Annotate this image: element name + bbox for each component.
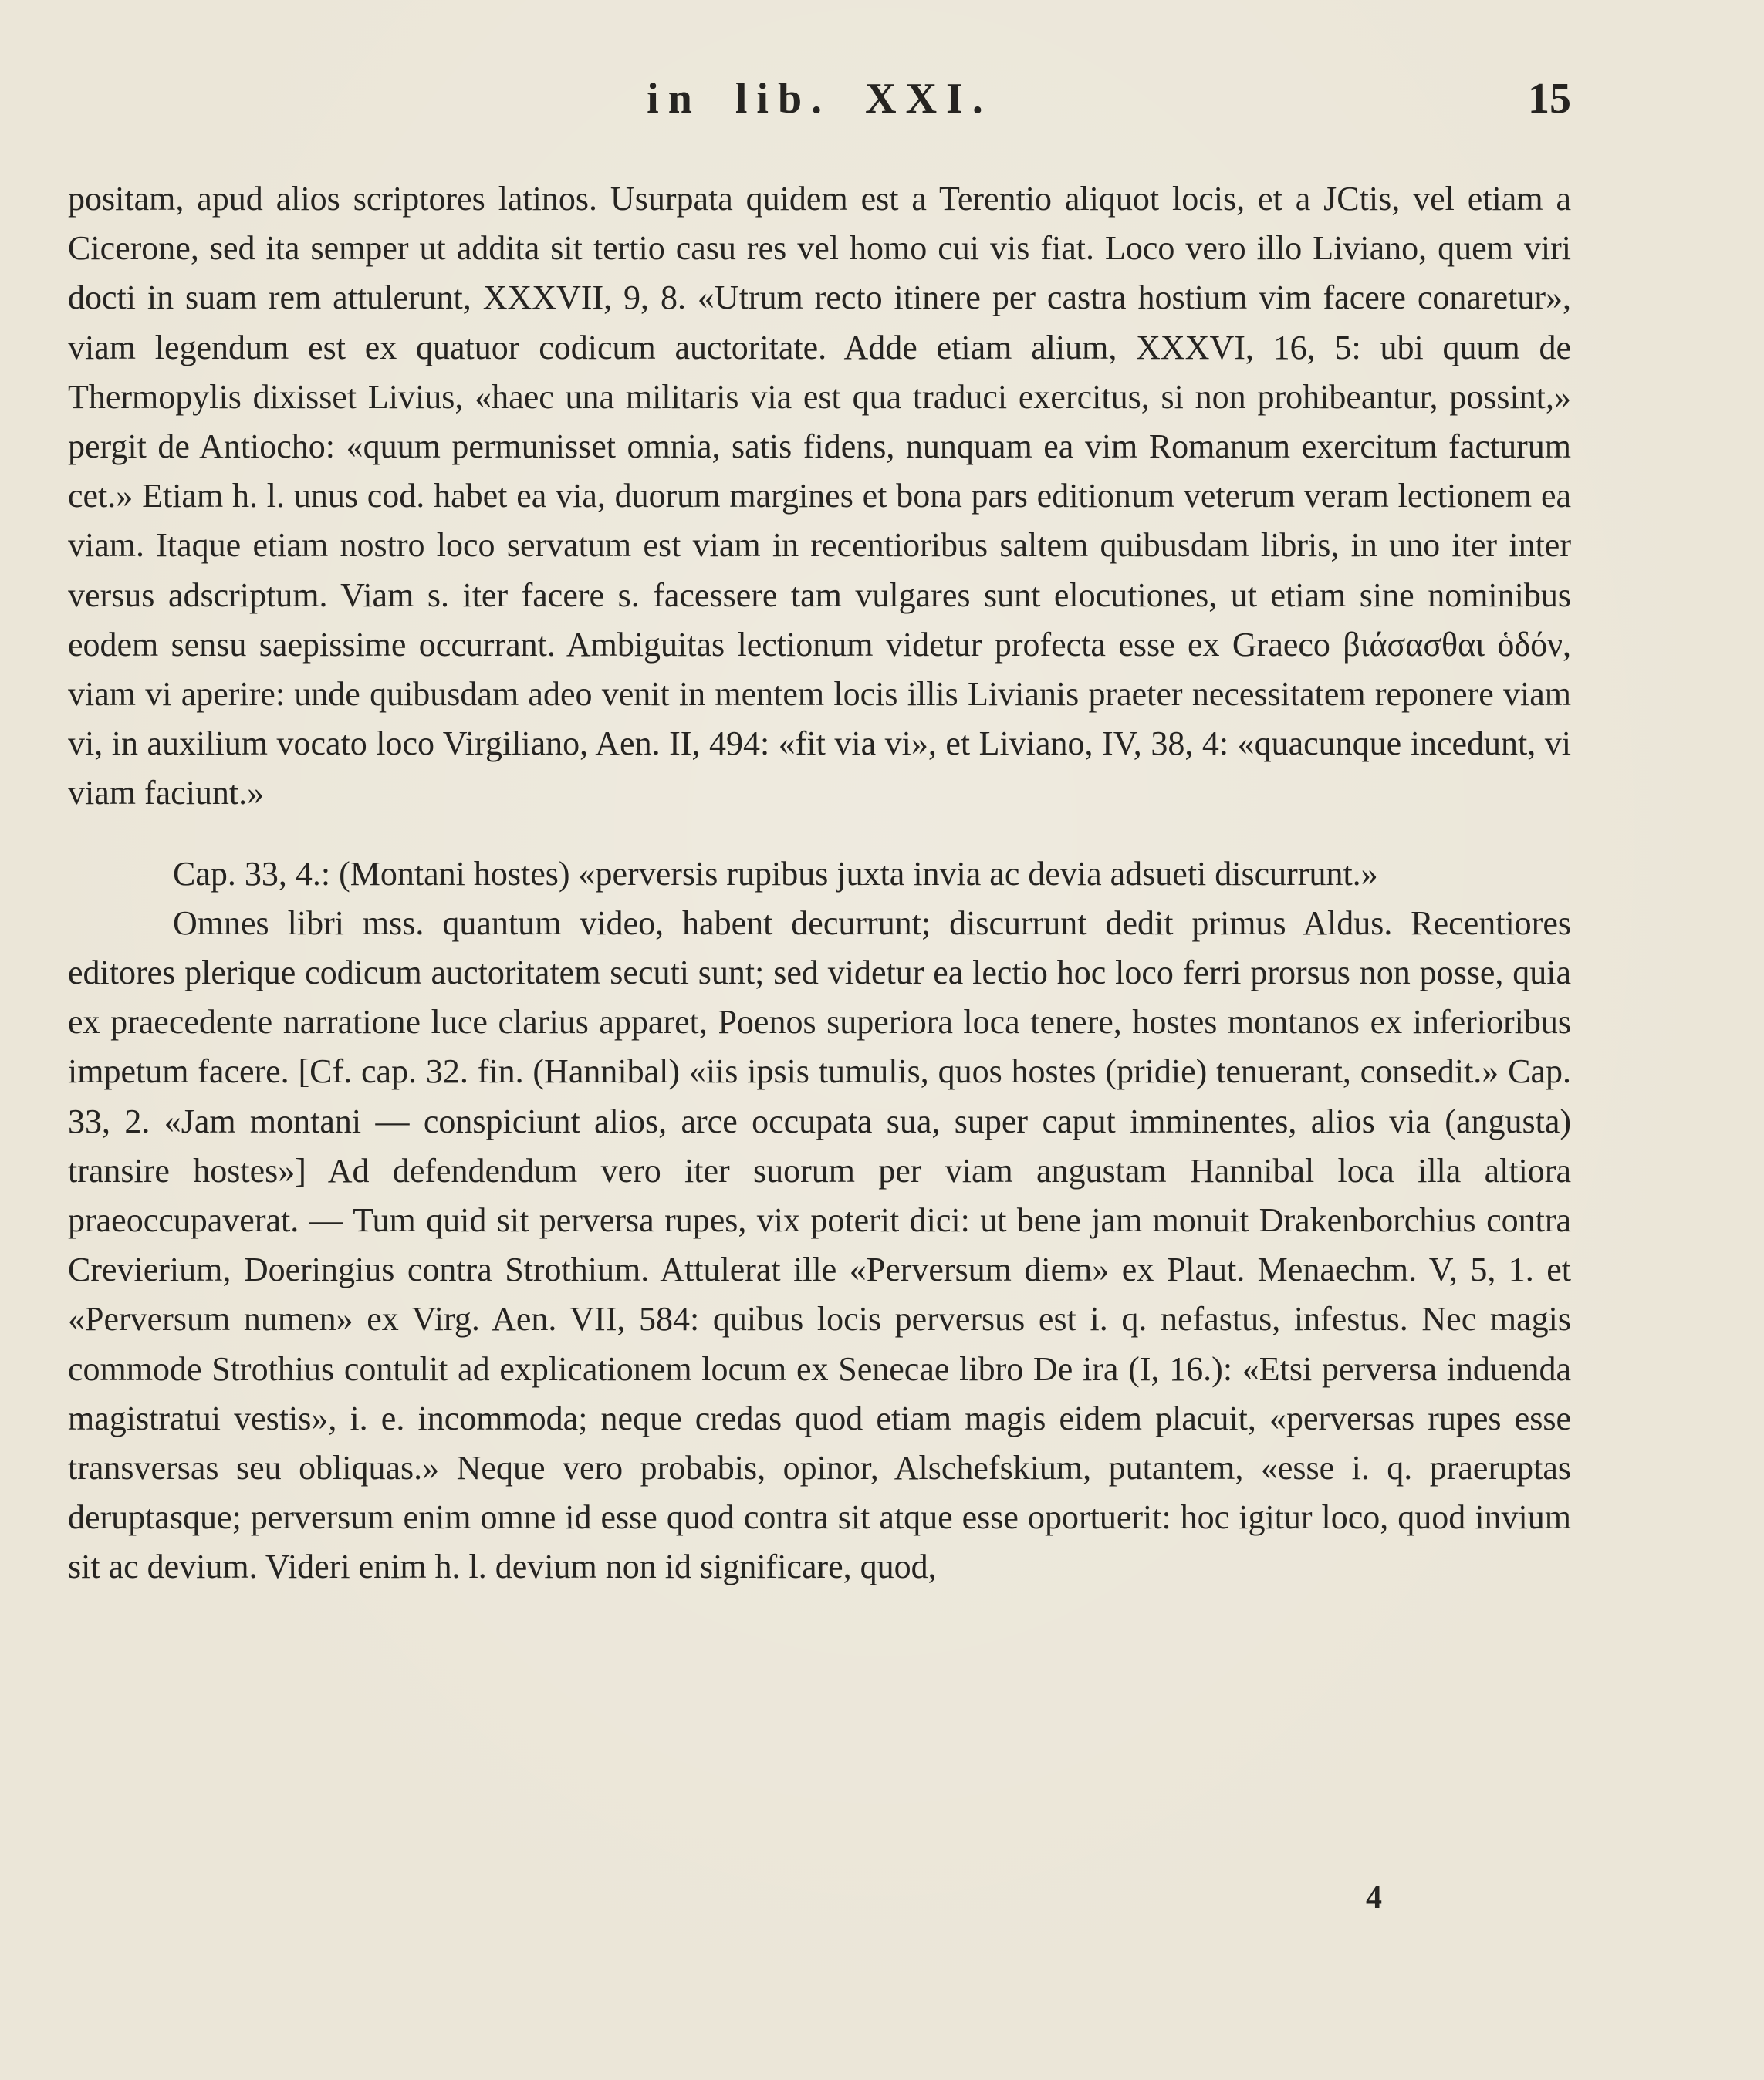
paragraph-2: Cap. 33, 4.: (Montani hostes) «perversis rupibus juxta invia ac devia adsueti discurrunt.» bbox=[173, 854, 1378, 893]
text-body bbox=[68, 174, 1571, 1592]
running-title: in lib. XXI. bbox=[647, 75, 992, 123]
paragraph-1: positam, apud alios scriptores latinos. Usurpata quidem est a Terentio aliquot locis, et a JCtis, vel etiam a Cicerone, sed ita semper ut addita sit tertio casu res vel homo cui vis fiat. Loco vero illo Liviano, quem viri docti in suam rem attulerunt, XXXVII, 9, 8. «Utrum recto itinere per castra hostium vim facere conaretur», viam legendum est ex quatuor codicum auctoritate. Adde etiam alium, XXXVI, 16, 5: ubi quum de Thermopylis dixisset Livius, «haec una militaris via est qua traduci exercitus, si non prohibeantur, possint,» pergit de Antiocho: «quum permunisset omnia, satis fidens, nunquam ea vim Romanum exercitum facturum cet.» Etiam h. l. unus cod. habet ea via, duorum margines et bona pars editionum veterum veram lectionem ea viam. Itaque etiam nostro loco servatum est viam in recentioribus saltem quibusdam libris, in uno iter inter versus adscriptum. Viam s. iter facere s. facessere tam vulgares sunt elocutiones, ut etiam sine nominibus eodem sensu saepissime occurrant. Ambiguitas lectionum videtur profecta esse ex Graeco βιάσασθαι ὁδόν, viam vi aperire: unde quibusdam adeo venit in mentem locis illis Livianis praeter necessitatem reponere viam vi, in auxilium vocato loco Virgiliano, Aen. II, 494: «fit via vi», et Liviano, IV, 38, 4: «quacunque incedunt, vi viam faciunt.» bbox=[68, 180, 1571, 812]
page-number: 15 bbox=[1528, 75, 1571, 123]
running-head bbox=[68, 74, 1571, 136]
signature-mark: 4 bbox=[1366, 1880, 1382, 1916]
paragraph-3: Omnes libri mss. quantum video, habent decurrunt; discurrunt dedit primus Aldus. Recentiores editores plerique codicum auctoritatem secuti sunt; sed videtur ea lectio hoc loco ferri prorsus non posse, quia ex praecedente narratione luce clarius apparet, Poenos superiora loca tenere, hostes montanos ex inferioribus impetum facere. [Cf. cap. 32. fin. (Hannibal) «iis ipsis tumulis, quos hostes (pridie) tenuerant, consedit.» Cap. 33, 2. «Jam montani — conspiciunt alios, arce occupata sua, super caput imminentes, alios via (angusta) transire hostes»] Ad defendendum vero iter suorum per viam angustam Hannibal loca illa altiora praeoccupaverat. — Tum quid sit perversa rupes, vix poterit dici: ut bene jam monuit Drakenborchius contra Crevierium, Doeringius contra Strothium. Attulerat ille «Perversum diem» ex Plaut. Menaechm. V, 5, 1. et «Perversum numen» ex Virg. Aen. VII, 584: quibus locis perversus est i. q. nefastus, infestus. Nec magis commode Strothius contulit ad explicationem locum ex Senecae libro De ira (I, 16.): «Etsi perversa induenda magistratui vestis», i. e. incommoda; neque credas quod etiam magis eidem placuit, «perversas rupes esse transversas seu obliquas.» Neque vero probabis, opinor, Alschefskium, putantem, «esse i. q. praeruptas deruptasque; perversum enim omne id esse quod contra sit atque esse oportuerit: hoc igitur loco, quod invium sit ac devium. Videri enim h. l. devium non id significare, quod, bbox=[68, 903, 1571, 1586]
